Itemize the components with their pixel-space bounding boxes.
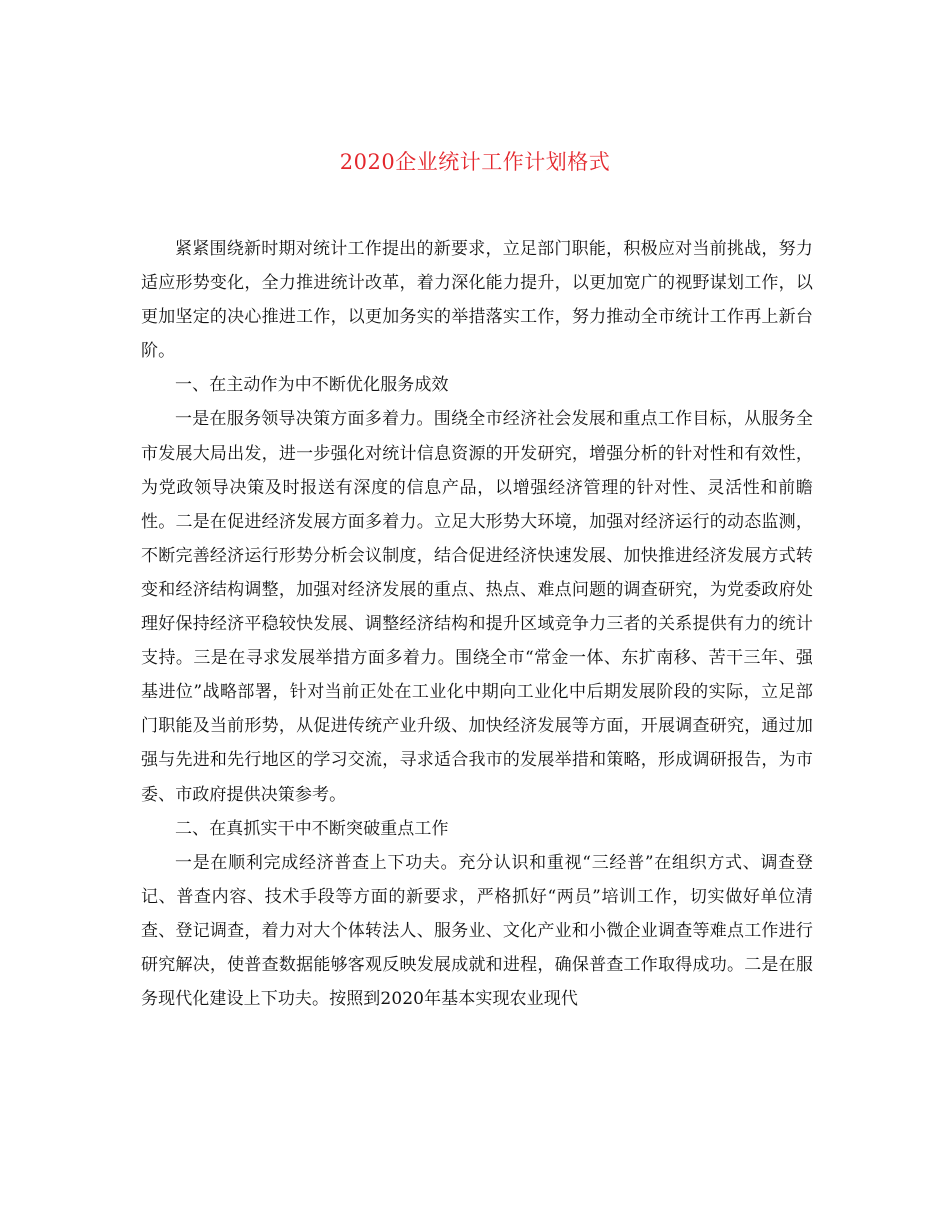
section-heading-1: 一、在主动作为中不断优化服务成效 — [175, 375, 449, 396]
intro-paragraph: 紧紧围绕新时期对统计工作提出的新要求，立足部门职能，积极应对当前挑战，努力适应形势变化，全力推进统计改革，着力深化能力提升，以更加宽广的视野谋划工作，以更加坚定的决心推进工作，以更加务实的举措落实工作，努力推动全市统计工作再上新台阶。 — [141, 239, 813, 362]
section-heading-2: 二、在真抓实干中不断突破重点工作 — [175, 818, 449, 839]
section-1-paragraph: 一是在服务领导决策方面多着力。围绕全市经济社会发展和重点工作目标，从服务全市发展大局出发，进一步强化对统计信息资源的开发研究，增强分析的针对性和有效性，为党政领导决策及时报送有深度的信息产品，以增强经济管理的针对性、灵活性和前瞻性。二是在促进经济发展方面多着力。立足大形势大环境，加强对经济运行的动态监测，不断完善经济运行形势分析会议制度，结合促进经济快速发展、加快推进经济发展方式转变和经济结构调整，加强对经济发展的重点、热点、难点问题的调查研究，为党委政府处理好保持经济平稳较快发展、调整经济结构和提升区域竞争力三者的关系提供有力的统计支持。三是在寻求发展举措方面多着力。围绕全市“常金一体、东扩南移、苦干三年、强基进位”战略部署，针对当前正处在工业化中期向工业化中后期发展阶段的实际，立足部门职能及当前形势，从促进传统产业升级、加快经济发展等方面，开展调查研究，通过加强与先进和先行地区的学习交流，寻求适合我市的发展举措和策略，形成调研报告，为市委、市政府提供决策参考。 — [141, 409, 813, 805]
document-title: 2020企业统计工作计划格式 — [339, 150, 611, 174]
section-2-paragraph: 一是在顺利完成经济普查上下功夫。充分认识和重视“三经普”在组织方式、调查登记、普查内容、技术手段等方面的新要求，严格抓好“两员”培训工作，切实做好单位清查、登记调查，着力对大个体转法人、服务业、文化产业和小微企业调查等难点工作进行研究解决，使普查数据能够客观反映发展成就和进程，确保普查工作取得成功。二是在服务现代化建设上下功夫。按照到2020年基本实现农业现代 — [141, 852, 813, 1010]
document-body — [141, 232, 813, 1016]
